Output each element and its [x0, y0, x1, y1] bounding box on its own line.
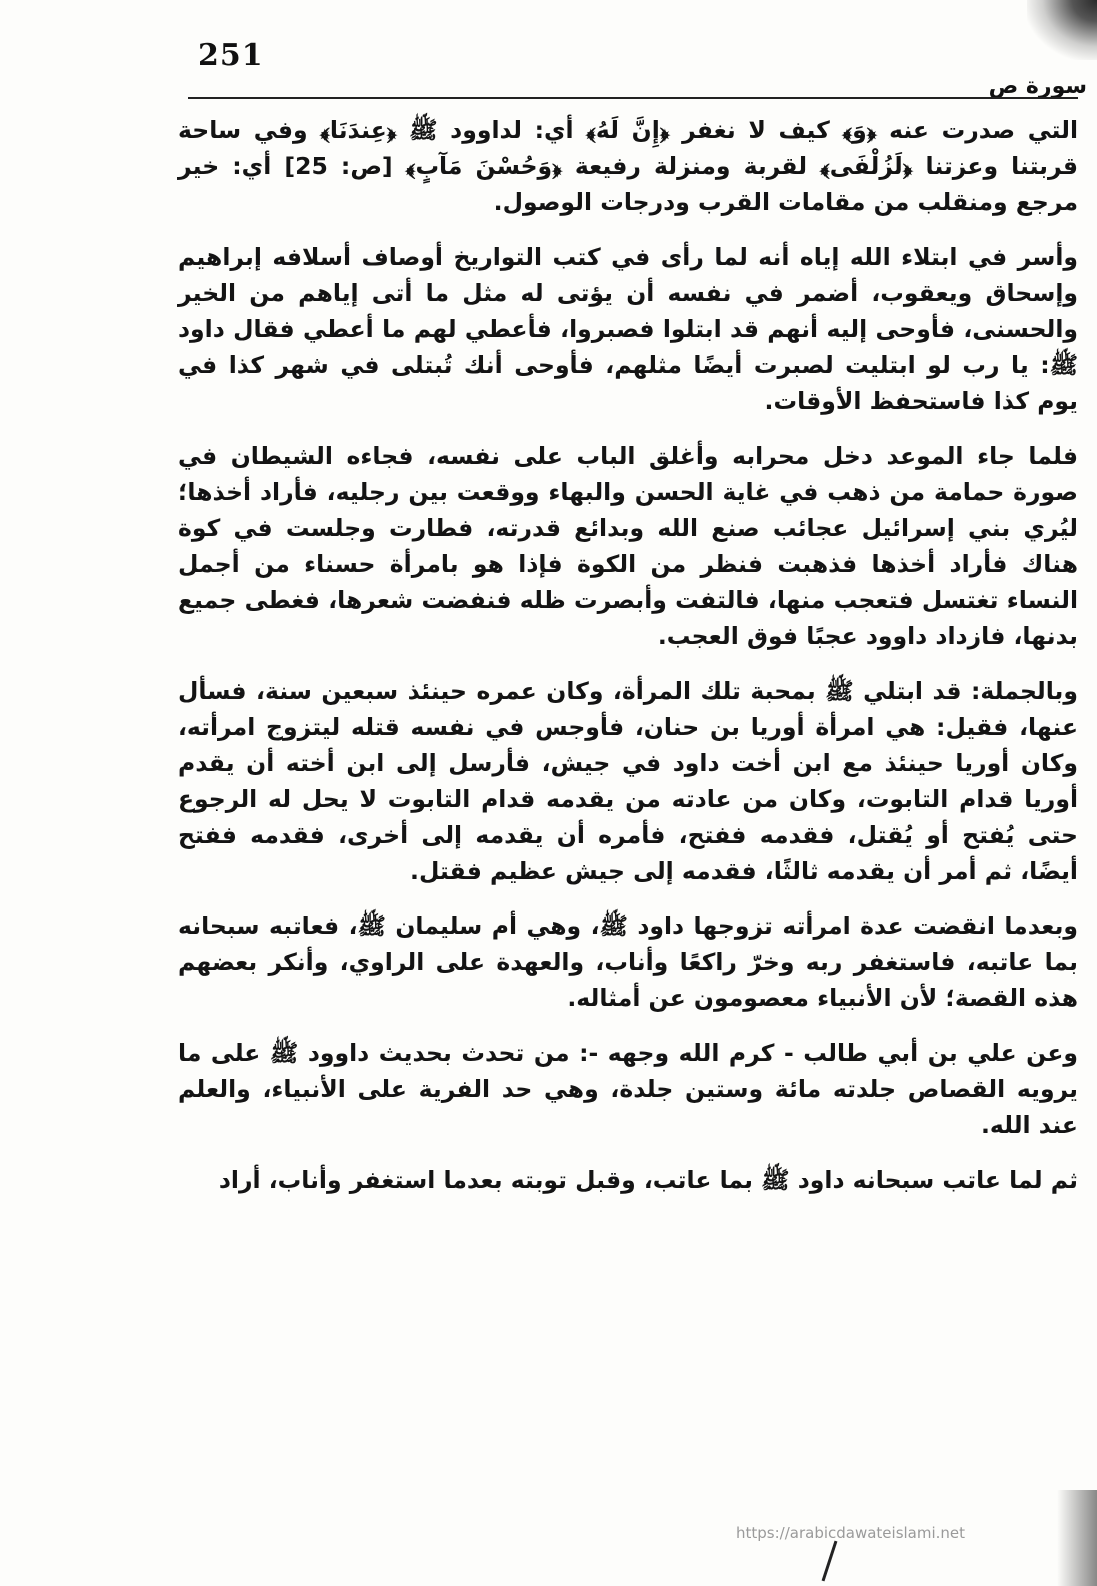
header-divider: [188, 97, 1078, 99]
scan-shadow-bottom: [1057, 1490, 1097, 1586]
source-watermark: https://arabicdawateislami.net: [736, 1524, 966, 1542]
paragraph: ثم لما عاتب سبحانه داود ﷺ بما عاتب، وقبل توبته بعدما استغفر وأناب، أراد: [218, 1166, 1078, 1194]
paragraph: وعن علي بن أبي طالب - كرم الله وجهه -: من تحدث بحديث داوود ﷺ على ما يرويه القصاص جلدته مائة وستين جلدة، وهي حد الفرية على الأنبياء، والعلم عند الله.: [178, 1039, 1078, 1139]
paragraph: فلما جاء الموعد دخل محرابه وأغلق الباب على نفسه، فجاءه الشيطان في صورة حمامة من ذهب في غاية الحسن والبهاء ووقعت بين رجليه، فأراد أخذها؛ ليُري بني إسرائيل عجائب صنع الله وبدائع قدرته، فطارت وجلست في كوة هناك فأراد أخذها فذهبت فنظر من الكوة فإذا هو بامرأة حسناء من أجمل النساء تغتسل فتعجب منها، فالتفت وأبصرت ظله فنفضت شعرها، فغطى جميع بدنها، فازداد داوود عجبًا فوق العجب.: [178, 442, 1078, 650]
paragraph: وبعدما انقضت عدة امرأته تزوجها داود ﷺ، وهي أم سليمان ﷺ، فعاتبه سبحانه بما عاتبه، فاستغفر ربه وخرّ راكعًا وأناب، والعهدة على الراوي، وأنكر بعضهم هذه القصة؛ لأن الأنبياء معصومون عن أمثاله.: [178, 912, 1078, 1012]
paragraph: وأسر في ابتلاء الله إياه أنه لما رأى في كتب التواريخ أوصاف أسلافه إبراهيم وإسحاق ويعقوب، أضمر في نفسه أن يؤتى له مثل ما أتى إياهم من الخير والحسنى، فأوحى إليه أنهم قد ابتلوا فصبروا، فأعطي لهم ما أعطي فقال داود ﷺ: يا رب لو ابتليت لصبرت أيضًا مثلهم، فأوحى أنك تُبتلى في شهر كذا في يوم كذا فاستحفظ الأوقات.: [178, 243, 1078, 415]
paragraph: التي صدرت عنه ﴿وَ﴾ كيف لا نغفر ﴿إِنَّ لَهُ﴾ أي: لداوود ﷺ ﴿عِندَنَا﴾ وفي ساحة قربتنا وعزتنا ﴿لَزُلْفَى﴾ لقربة ومنزلة رفيعة ﴿وَحُسْنَ مَآبٍ﴾ [ص: 25] أي: خير مرجع ومنقلب من مقامات القرب ودرجات الوصول.: [178, 116, 1078, 216]
page-number: 251: [198, 38, 264, 73]
scan-pen-mark: [822, 1541, 838, 1582]
paragraph: وبالجملة: قد ابتلي ﷺ بمحبة تلك المرأة، وكان عمره حينئذ سبعين سنة، فسأل عنها، فقيل: هي امرأة أوريا بن حنان، فأوجس في نفسه قتله ليتزوج امرأته، وكان أوريا حينئذ مع ابن أخت داود في جيش، فأرسل إلى ابن أخته أن يقدم أوريا قدام التابوت، وكان من عادته من يقدمه قدام التابوت لا يحل له الرجوع حتى يُفتح أو يُقتل، فقدمه ففتح، فأمره أن يقدمه إلى أخرى، فقدمه ففتح أيضًا، ثم أمر أن يقدمه ثالثًا، فقدمه إلى جيش عظيم فقتل.: [178, 677, 1078, 885]
scan-shadow-top: [1027, 0, 1097, 60]
surah-title: سورة ص: [988, 74, 1087, 99]
page-body: [178, 112, 1078, 1217]
